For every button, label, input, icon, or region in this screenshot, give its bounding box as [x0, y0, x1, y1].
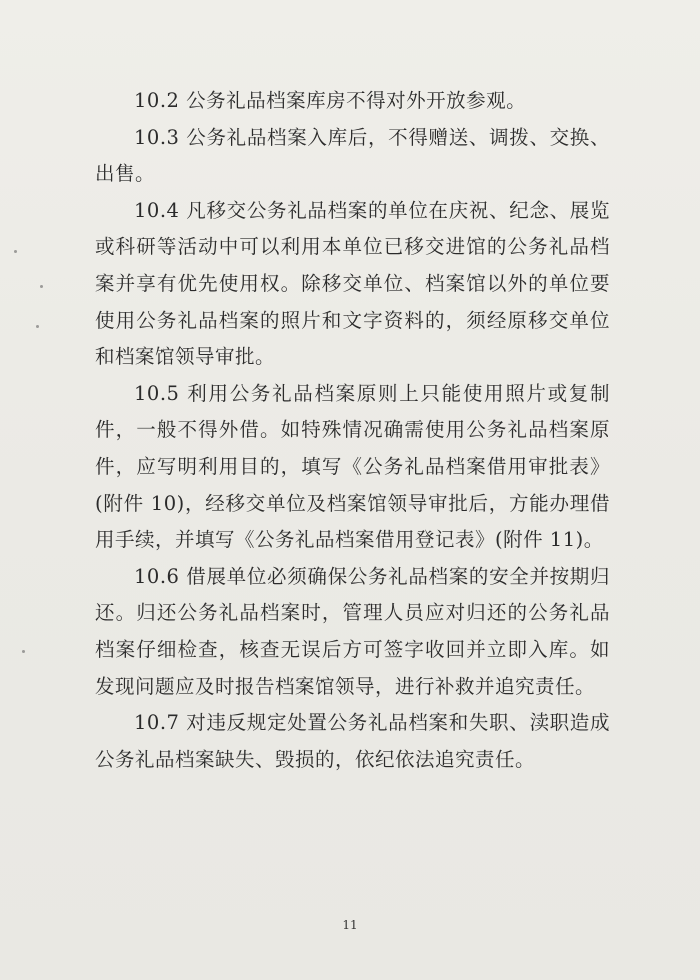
- scan-speck: [14, 250, 17, 253]
- paragraph-10-3: 10.3 公务礼品档案入库后，不得赠送、调拨、交换、出售。: [95, 125, 610, 186]
- paragraph-10-6: 10.6 借展单位必须确保公务礼品档案的安全并按期归还。归还公务礼品档案时，管理人员应对归还的公务礼品档案仔细检查，核查无误后方可签字收回并立即入库。如发现问题应及时报告档案馆领导，进行补救并追究责任。: [95, 564, 610, 698]
- scan-speck: [40, 285, 43, 288]
- paragraph-10-5: 10.5 利用公务礼品档案原则上只能使用照片或复制件，一般不得外借。如特殊情况确需使用公务礼品档案原件，应写明利用目的，填写《公务礼品档案借用审批表》(附件 10)，经移交单位及档案馆领导审批后，方能办理借用手续，并填写《公务礼品档案借用登记表》(附件 11)。: [95, 381, 610, 552]
- scan-speck: [36, 325, 39, 328]
- paragraph-10-4: 10.4 凡移交公务礼品档案的单位在庆祝、纪念、展览或科研等活动中可以利用本单位已移交进馆的公务礼品档案并享有优先使用权。除移交单位、档案馆以外的单位要使用公务礼品档案的照片和文字资料的，须经原移交单位和档案馆领导审批。: [95, 198, 610, 369]
- paragraph-10-2: 10.2 公务礼品档案库房不得对外开放参观。: [134, 89, 527, 112]
- scan-speck: [22, 650, 25, 653]
- paragraph-10-7: 10.7 对违反规定处置公务礼品档案和失职、渎职造成公务礼品档案缺失、毁损的，依纪依法追究责任。: [95, 711, 610, 771]
- document-body: [95, 83, 610, 778]
- page-number: 11: [342, 918, 358, 932]
